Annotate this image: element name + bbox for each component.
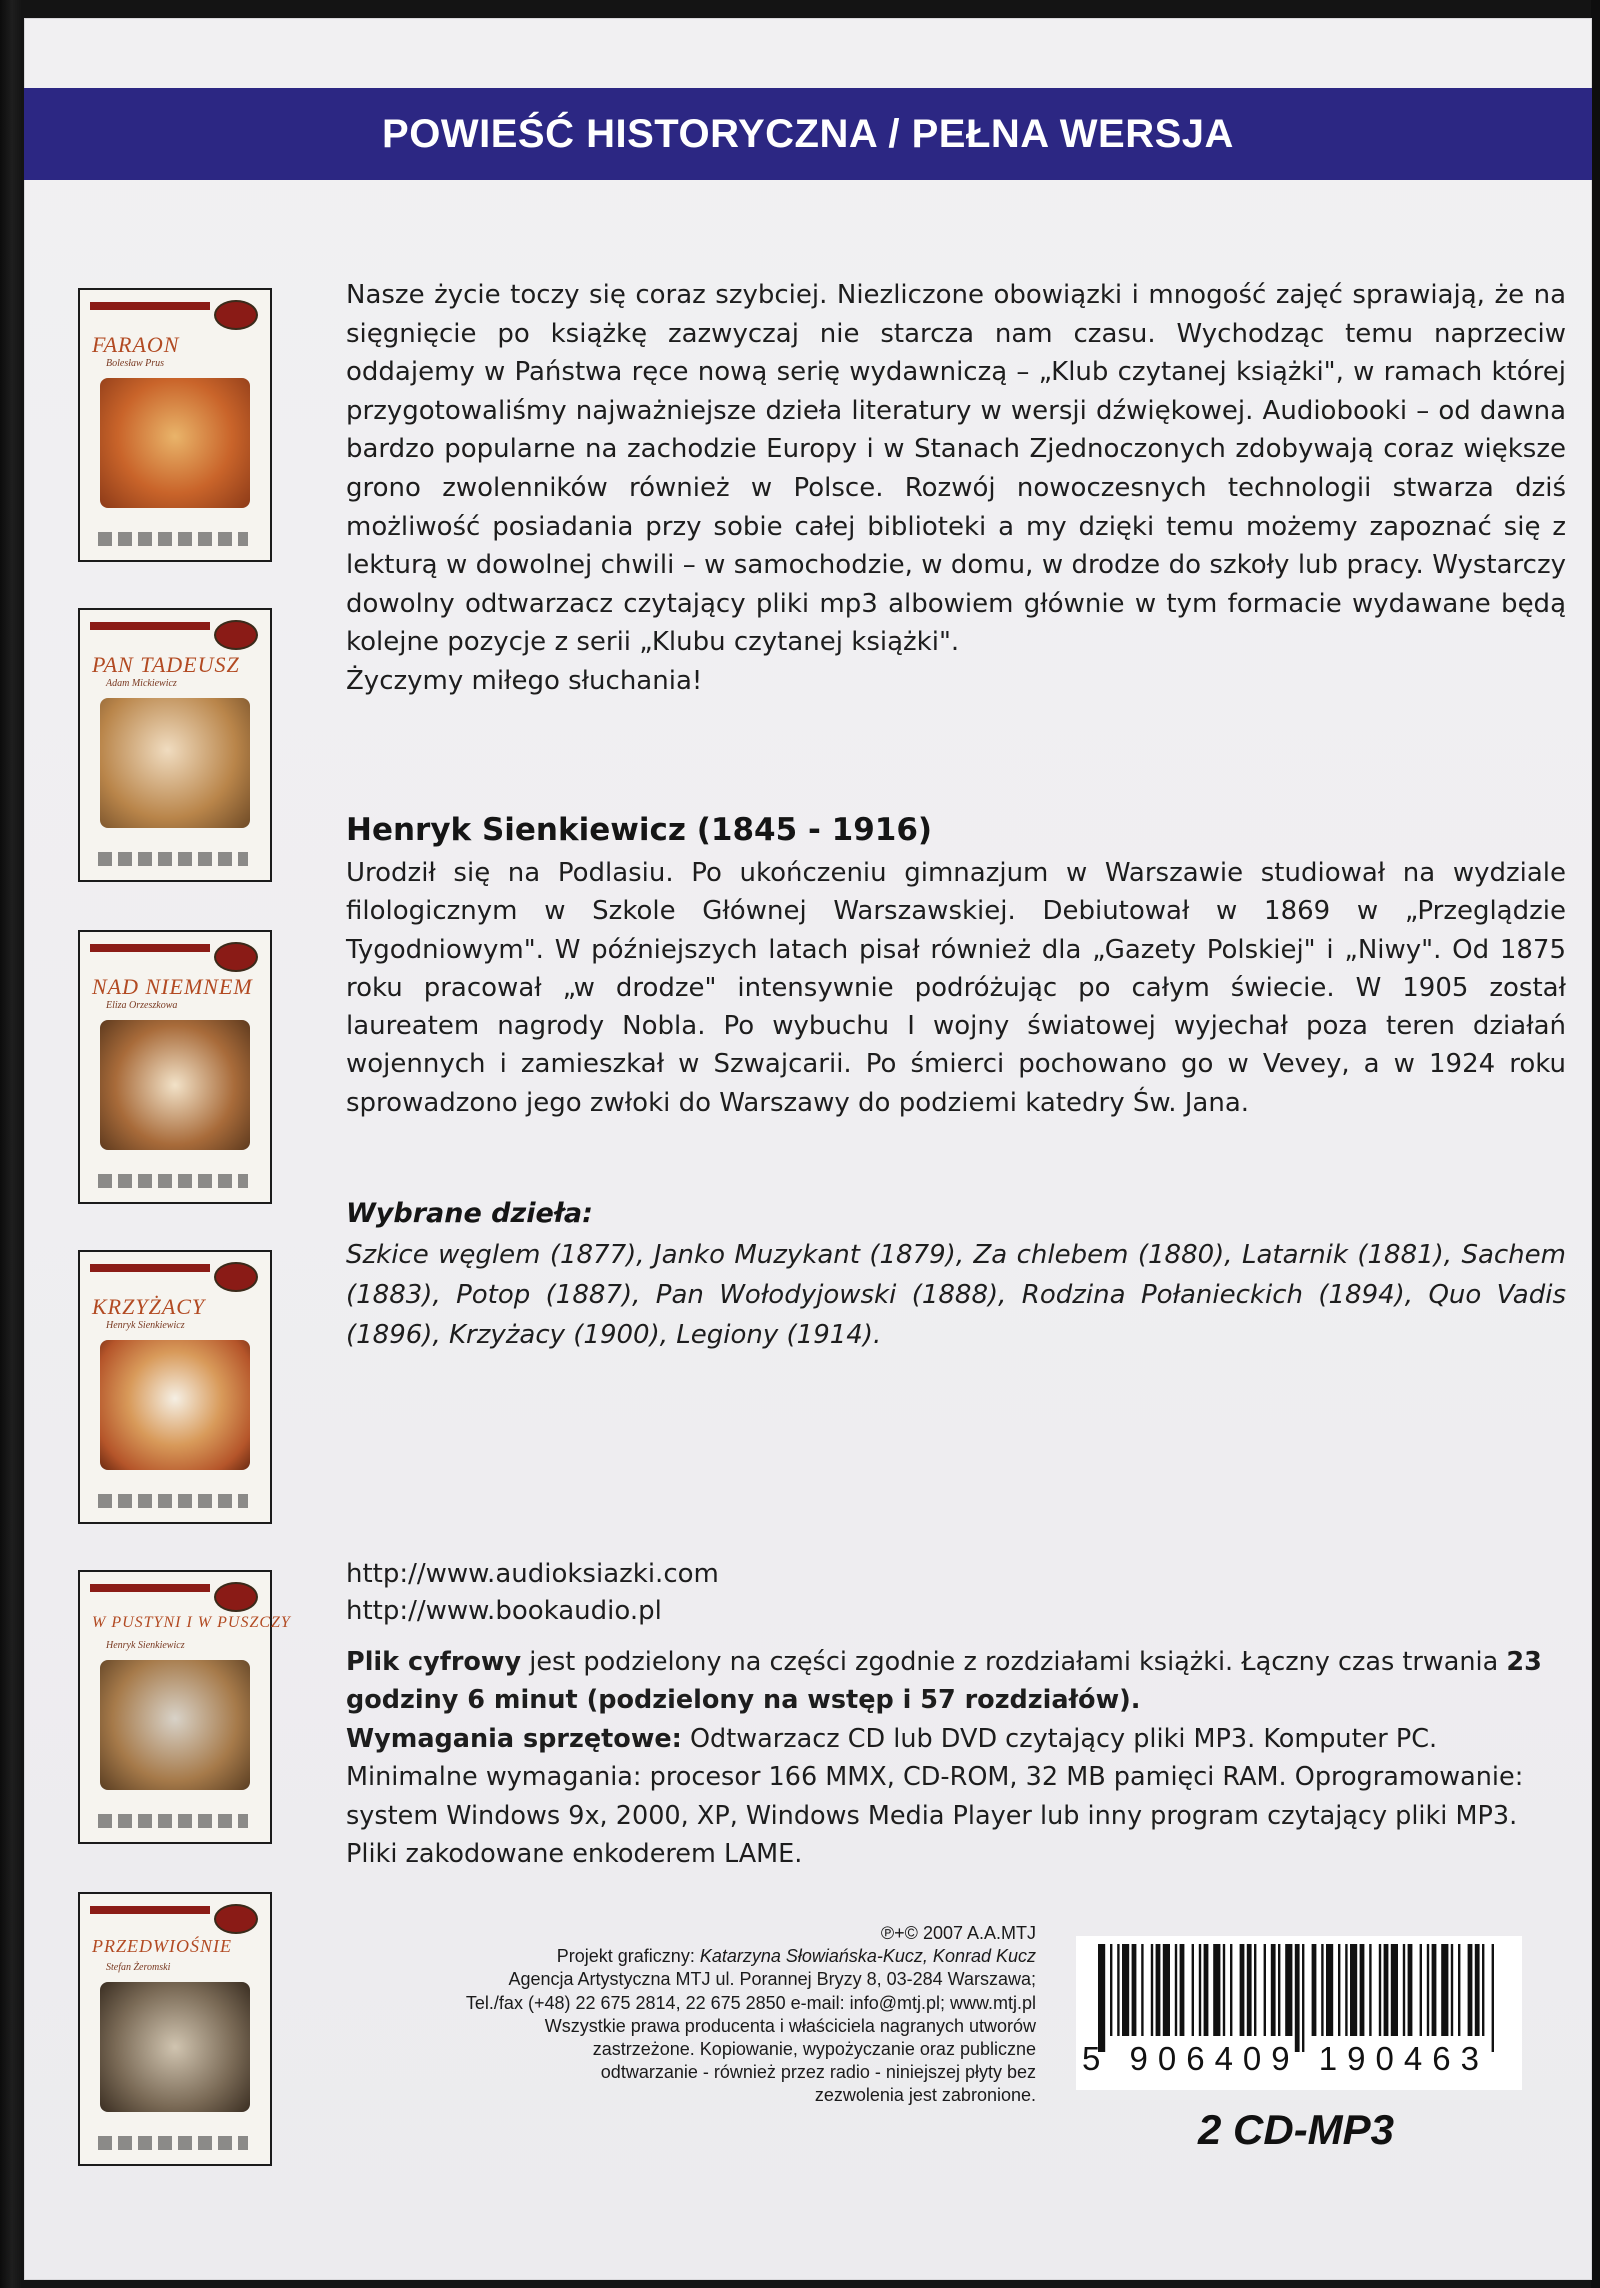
barcode-bar: [1230, 1944, 1232, 2036]
publisher-logo-icon: [214, 300, 258, 330]
series-band: [90, 944, 210, 952]
barcode-bar: [1199, 1944, 1201, 2036]
cover-thumbnail: [78, 1250, 272, 1524]
barcode-bar: [1264, 1944, 1266, 2036]
cover-title: PAN TADEUSZ: [92, 652, 240, 677]
barcode-bar: [1247, 1944, 1252, 2036]
credits-block: [330, 1922, 1036, 2108]
barcode-bar: [1271, 1944, 1276, 2036]
publisher-logo-icon: [214, 942, 258, 972]
barcode-bar: [1163, 1944, 1170, 2036]
works-list: Szkice węglem (1877), Janko Muzykant (1879), Za chlebem (1880), Latarnik (1881), Sachem (1883), Potop (1887), Pan Wołodyjowski (1888), Rodzina Połanieckich (1894), Quo Vadis (1896), Krzyżacy (1900), Legiony (1914).: [346, 1240, 1566, 1350]
duration-text: 23 godziny 6 minut (podzielony na wstęp i 57 rozdziałów).: [346, 1647, 1542, 1716]
series-band: [90, 622, 210, 630]
cover-illustration: [100, 1982, 250, 2112]
barcode-bar: [1312, 1944, 1317, 2036]
intro-text: Nasze życie toczy się coraz szybciej. Niezliczone obowiązki i mnogość zajęć sprawiają, że na sięgnięcie po książkę zazwyczaj nie starcza nam czasu. Wychodząc temu naprzeciw oddajemy w Państwa ręce nową serię wydawniczą – „Klub czytanej książki", w ramach której przygotowaliśmy najważniejsze dzieła literatury w wersji dźwiękowej. Audiobooki – od dawna bardzo popularne na zachodzie Europy i w Stanach Zjednoczonych zdobywają coraz większe grono zwolenników również w Polsce. Rozwój nowoczesnych technologii stwarza dziś możliwość posiadania przy sobie całej biblioteki a my dzięki temu możemy zapoznać się z lekturą w dowolnej chwili – w samochodzie, w domu, w drodze do szkoły lub pracy. Wystarczy dowolny odtwarzacz czytający pliki mp3 albowiem głównie w tym formacie wydawane będą kolejne pozycje z serii „Klubu czytanej książki".: [346, 280, 1566, 658]
barcode-bar: [1180, 1944, 1185, 2036]
barcode-bar: [1458, 1944, 1460, 2036]
rights-notice: zezwolenia jest zabronione.: [814, 2085, 1036, 2106]
cover-footer: [98, 852, 248, 866]
hardware-label: Wymagania sprzętowe:: [346, 1723, 682, 1754]
barcode-bar: [1175, 1944, 1177, 2036]
barcode-bar: [1384, 1944, 1389, 2036]
cover-author: Stefan Żeromski: [106, 1962, 171, 1973]
barcode: [1076, 1936, 1522, 2090]
barcode-bar: [1427, 1944, 1429, 2036]
barcode-bar: [1117, 1944, 1119, 2036]
barcode-bar: [1482, 1944, 1484, 2036]
barcode-bar: [1432, 1944, 1437, 2036]
publisher-logo-icon: [214, 1582, 258, 1612]
barcode-bar: [1110, 1944, 1112, 2036]
hardware-text: Odtwarzacz CD lub DVD czytający pliki MP3. Komputer PC. Minimalne wymagania: procesor 166 MMX, CD-ROM, 32 MB pamięci RAM. Oprogramowanie: system Windows 9x, 2000, XP, Windows Media Player lub inny program czytający pliki MP3. Pliki zakodowane enkoderem LAME.: [346, 1723, 1524, 1870]
cover-title: NAD NIEMNEM: [92, 974, 253, 999]
cover-footer: [98, 532, 248, 546]
intro-section: [346, 276, 1566, 701]
cover-title: PRZEDWIOŚNIE: [92, 1936, 232, 1956]
barcode-bar: [1350, 1944, 1357, 2036]
barcode-bar: [1141, 1944, 1143, 2036]
publisher-logo-icon: [214, 1262, 258, 1292]
barcode-bar: [1408, 1944, 1413, 2036]
cover-thumbnail: [78, 288, 272, 562]
cover-illustration: [100, 1020, 250, 1150]
cover-author: Henryk Sienkiewicz: [106, 1640, 185, 1651]
barcode-bar: [1338, 1944, 1340, 2036]
design-credit: [330, 1945, 1036, 1968]
design-label: Projekt graficzny:: [556, 1946, 700, 1967]
barcode-bar: [1192, 1944, 1194, 2036]
cover-illustration: [100, 378, 250, 508]
agency-address: Agencja Artystyczna MTJ ul. Porannej Bryzy 8, 03-284 Warszawa;: [508, 1969, 1036, 1990]
cover-title: KRZYŻACY: [92, 1294, 206, 1319]
cover-thumbnail: [78, 930, 272, 1204]
file-label: Plik cyfrowy: [346, 1647, 522, 1677]
barcode-bar: [1391, 1944, 1398, 2036]
barcode-bar: [1451, 1944, 1453, 2036]
file-text: jest podzielony na części zgodnie z rozdziałami książki. Łączny czas trwania: [521, 1647, 1507, 1677]
barcode-bar: [1379, 1944, 1381, 2036]
series-band: [90, 302, 210, 310]
barcode-bar: [1254, 1944, 1256, 2036]
cover-title: W PUSTYNI I W PUSZCZY: [92, 1614, 291, 1631]
series-band: [90, 1584, 210, 1592]
technical-specs: [346, 1643, 1566, 1873]
cover-title: FARAON: [92, 332, 180, 357]
rights-notice: zastrzeżone. Kopiowanie, wypożyczanie oraz publiczne: [592, 2039, 1036, 2060]
cover-footer: [98, 1494, 248, 1508]
cover-thumbnail: [78, 1892, 272, 2166]
cover-author: Henryk Sienkiewicz: [106, 1320, 185, 1331]
barcode-bar: [1326, 1944, 1333, 2036]
intro-closing: Życzymy miłego słuchania!: [346, 665, 703, 696]
barcode-bars: [1094, 1944, 1504, 2052]
case-spine-edge: [1591, 0, 1600, 2288]
barcode-bar: [1132, 1944, 1137, 2036]
copyright-line: ℗+© 2007 A.A.MTJ: [880, 1923, 1036, 1943]
cover-illustration: [100, 1340, 250, 1470]
barcode-bar: [1204, 1944, 1209, 2036]
back-cover-sheet: [24, 18, 1592, 2280]
barcode-bar: [1285, 1944, 1292, 2036]
author-bio: Urodził się na Podlasiu. Po ukończeniu gimnazjum w Warszawie studiował na wydziale filologicznym w Szkole Głównej Warszawskiej. Debiutował w 1869 w „Przeglądzie Tygodniowym". W późniejszych latach pisał również dla „Gazety Polskiej" i „Niwy". Od 1875 roku pracował „w drodze" intensywnie podróżując po całym świecie. W 1905 został laureatem nagrody Nobla. Po wybuchu I wojny światowej wyjechał poza teren działań wojennych i zamieszkał w Szwajcarii. Po śmierci pochowano go w Vevey, a w 1924 roku sprowadzono jego zwłoki do Warszawy do podziemi katedry Św. Jana.: [346, 858, 1566, 1118]
barcode-bar: [1492, 1944, 1494, 2052]
cover-author: Adam Mickiewicz: [106, 678, 177, 689]
cover-thumbnail: [78, 608, 272, 882]
series-band: [90, 1906, 210, 1914]
barcode-bar: [1403, 1944, 1405, 2036]
barcode-bar: [1223, 1944, 1225, 2036]
cover-illustration: [100, 1660, 250, 1790]
author-heading: Henryk Sienkiewicz (1845 - 1916): [346, 812, 933, 848]
barcode-bar: [1441, 1944, 1448, 2036]
barcode-bar: [1156, 1944, 1161, 2036]
barcode-bar: [1321, 1944, 1323, 2036]
cover-illustration: [100, 698, 250, 828]
series-band: [90, 1264, 210, 1272]
cover-footer: [98, 1174, 248, 1188]
designer-names: Katarzyna Słowiańska-Kucz, Konrad Kucz: [699, 1946, 1036, 1967]
barcode-bar: [1369, 1944, 1371, 2036]
barcode-bar: [1295, 1944, 1300, 2052]
website-links: [346, 1556, 1566, 1629]
banner-title: POWIEŚĆ HISTORYCZNA / PEŁNA WERSJA: [382, 111, 1234, 156]
agency-contact: Tel./fax (+48) 22 675 2814, 22 675 2850 e-mail: info@mtj.pl; www.mtj.pl: [465, 1992, 1036, 2013]
barcode-bar: [1475, 1944, 1480, 2036]
rights-notice: Wszystkie prawa producenta i właściciela nagranych utworów: [544, 2015, 1036, 2036]
works-heading: Wybrane dzieła:: [346, 1198, 593, 1229]
cover-author: Bolesław Prus: [106, 358, 165, 369]
rights-notice: odtwarzanie - również przez radio - niniejszej płyty bez: [600, 2062, 1036, 2083]
barcode-bar: [1345, 1944, 1347, 2036]
format-label: 2 CD-MP3: [1198, 2106, 1395, 2153]
cover-thumbnail: [78, 1570, 291, 1844]
barcode-bar: [1122, 1944, 1129, 2036]
publisher-logo-icon: [214, 1904, 258, 1934]
publisher-logo-icon: [214, 620, 258, 650]
barcode-digits: 5 906409 190463: [1082, 2040, 1489, 2077]
barcode-bar: [1420, 1944, 1422, 2036]
cover-footer: [98, 1814, 248, 1828]
cover-footer: [98, 2136, 248, 2150]
barcode-bar: [1468, 1944, 1473, 2036]
cover-author: Eliza Orzeszkowa: [106, 1000, 178, 1011]
barcode-bar: [1360, 1944, 1365, 2036]
barcode-bar: [1302, 1944, 1304, 2052]
series-banner: [24, 88, 1592, 180]
barcode-bar: [1240, 1944, 1245, 2036]
website-link[interactable]: http://www.bookaudio.pl: [346, 1595, 662, 1626]
barcode-bar: [1151, 1944, 1153, 2036]
barcode-bar: [1098, 1944, 1105, 2052]
barcode-bar: [1213, 1944, 1220, 2036]
website-link[interactable]: http://www.audioksiazki.com: [346, 1559, 719, 1589]
barcode-bar: [1278, 1944, 1280, 2036]
